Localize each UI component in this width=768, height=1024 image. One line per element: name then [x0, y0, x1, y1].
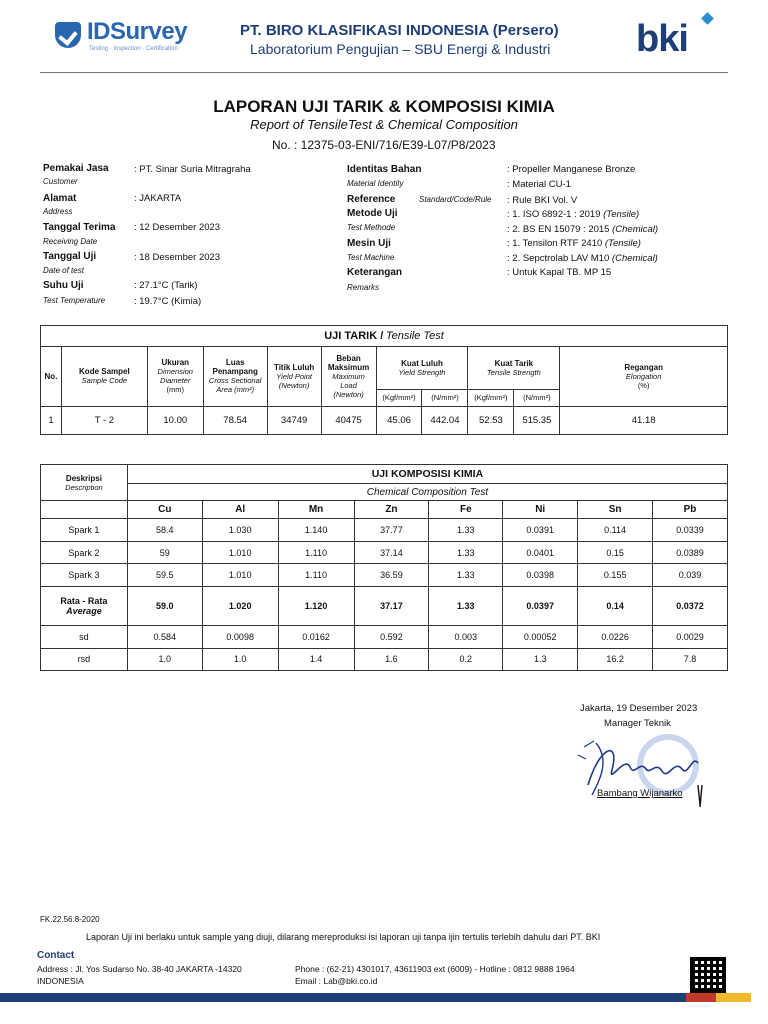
footer-bar-yellow	[716, 993, 751, 1002]
cell-value: 16.2	[578, 648, 653, 670]
cell-value: 0.0398	[503, 564, 578, 586]
row-label: Spark 1	[41, 519, 128, 541]
cell-value: 0.003	[429, 626, 503, 648]
cell-value: 1.0	[202, 648, 278, 670]
label-customer: Pemakai Jasa	[43, 163, 109, 174]
sign-name: Bambang Wijanarko	[597, 788, 683, 799]
table-row	[41, 564, 728, 586]
cell-value: 1.010	[202, 564, 278, 586]
company-name: PT. BIRO KLASIFIKASI INDONESIA (Persero)	[240, 22, 559, 39]
label-method: Metode Uji	[347, 208, 398, 219]
qr-code-icon	[690, 957, 726, 993]
element-pb: Pb	[653, 501, 728, 519]
report-number: No. : 12375-03-ENI/716/E39-L07/P8/2023	[272, 138, 496, 152]
idsurvey-logo: IDSurvey Testing · Inspection · Certification	[55, 18, 215, 58]
cell-value: 59.0	[127, 586, 202, 625]
cell-value: 1.3	[503, 648, 578, 670]
value-material: Propeller Manganese Bronze	[512, 164, 636, 175]
cell-value: 0.039	[653, 564, 728, 586]
col-sample-code: Kode Sampel Sample Code	[61, 346, 147, 406]
cell-value: 0.0397	[503, 586, 578, 625]
cell-value: 1.0	[127, 648, 202, 670]
cell-value: 1.4	[278, 648, 354, 670]
row-label: Rata - Rata Average	[41, 586, 128, 625]
row-label: Spark 3	[41, 564, 128, 586]
report-subtitle: Report of TensileTest & Chemical Composition	[250, 117, 518, 132]
value-remarks: Untuk Kapal TB. MP 15	[512, 267, 612, 278]
element-zn: Zn	[354, 501, 429, 519]
cell-value: 0.00052	[503, 626, 578, 648]
cell-value: 0.0162	[278, 626, 354, 648]
shield-check-icon	[55, 22, 81, 48]
cell-value: 37.14	[354, 541, 429, 563]
cell-value: 0.15	[578, 541, 653, 563]
element-header-row	[41, 501, 728, 519]
cell-value: 1.120	[278, 586, 354, 625]
element-ni: Ni	[503, 501, 578, 519]
table-row	[41, 648, 728, 670]
col-max-load: Beban Maksimum Maximum Load (Newton)	[321, 346, 376, 406]
col-tensile-strength: Kuat Tarik Tensile Strength	[468, 346, 560, 389]
value-temp-chemical: : 19.7°C (Kimia)	[134, 296, 202, 307]
tensile-title: UJI TARIK / Tensile Test	[41, 326, 728, 347]
cell-value: 59	[127, 541, 202, 563]
value-reference: Rule BKI Vol. V	[512, 195, 578, 206]
diamond-icon	[701, 12, 714, 25]
row-label: sd	[41, 626, 128, 648]
cell-value: 1.030	[202, 519, 278, 541]
cell-value: 0.14	[578, 586, 653, 625]
cell-value: 1.33	[429, 586, 503, 625]
label-reference: Reference	[347, 194, 396, 205]
col-description: Deskripsi Description	[41, 465, 128, 501]
cell-value: 1.110	[278, 541, 354, 563]
cell-value: 1.110	[278, 564, 354, 586]
contact-title: Contact	[37, 950, 75, 961]
label-remarks: Keterangan	[347, 267, 403, 278]
cell-value: 0.0391	[503, 519, 578, 541]
bki-logo: bki	[636, 14, 716, 60]
contact-country: INDONESIA	[37, 976, 84, 986]
cell-value: 0.0339	[653, 519, 728, 541]
report-title: LAPORAN UJI TARIK & KOMPOSISI KIMIA	[213, 97, 555, 116]
contact-phone: Phone : (62-21) 4301017, 43611903 ext (6009) - Hotline : 0812 9888 1964	[295, 964, 575, 974]
cell-value: 1.140	[278, 519, 354, 541]
col-elongation: Regangan Elongation (%)	[560, 346, 728, 406]
contact-email: Email : Lab@bki.co.id	[295, 976, 378, 986]
element-al: Al	[202, 501, 278, 519]
disclaimer: Laporan Uji ini berlaku untuk sample yang diuji, dilarang mereproduksi isi laporan uji tanpa ijin tertulis terlebih dahulu dari PT. BKI	[86, 932, 601, 942]
table-row: 1 T - 2 10.00 78.54 34749 40475 45.06 442.04 52.53 515.35 41.18	[41, 406, 728, 434]
value-customer: : PT. Sinar Suria Mitragraha	[134, 164, 251, 175]
footer-bar-navy	[0, 993, 686, 1002]
cell-value: 0.2	[429, 648, 503, 670]
cell-value: 0.0389	[653, 541, 728, 563]
label-receiving-date: Tanggal Terima	[43, 222, 116, 233]
element-cu: Cu	[127, 501, 202, 519]
row-label: rsd	[41, 648, 128, 670]
label-address: Alamat	[43, 193, 77, 204]
lab-name: Laboratorium Pengujian – SBU Energi & Industri	[250, 41, 551, 57]
cell-value: 1.33	[429, 564, 503, 586]
col-yield-point: Titik Luluh Yield Point (Newton)	[267, 346, 321, 406]
cell-value: 37.17	[354, 586, 429, 625]
table-row	[41, 586, 728, 625]
value-temp-tensile: : 27.1°C (Tarik)	[134, 280, 198, 291]
cell-value: 59.5	[127, 564, 202, 586]
cell-value: 0.584	[127, 626, 202, 648]
chemical-title: UJI KOMPOSISI KIMIA	[127, 465, 727, 484]
contact-address: Address : Jl. Yos Sudarso No. 38-40 JAKARTA -14320	[37, 964, 242, 974]
cell-value: 0.0401	[503, 541, 578, 563]
cell-value: 58.4	[127, 519, 202, 541]
cell-value: 0.114	[578, 519, 653, 541]
sign-position: Manager Teknik	[604, 718, 671, 729]
table-row	[41, 519, 728, 541]
form-code: FK.22.56.8-2020	[40, 915, 100, 924]
label-test-date: Tanggal Uji	[43, 251, 97, 262]
element-sn: Sn	[578, 501, 653, 519]
row-label: Spark 2	[41, 541, 128, 563]
cell-value: 0.0372	[653, 586, 728, 625]
cell-value: 0.0226	[578, 626, 653, 648]
chemical-table: Deskripsi Description UJI KOMPOSISI KIMIA Chemical Composition Test Cu Al Mn Zn Fe Ni Sn Pb Spark 1 58.4 1.030 1.140 37.77 1.33 0.0391 0.114 0.0339 Spark 2 59 1.010 1.110 37.14 1.33 0.0401 0.15 0.0389 Spark 3 59.5 1.010 1.110 36.59 1.33 0.0398 0.155 0.039 Rata - Rata Average 59.0 1.020 1.120 37.17 1.33 0.0397 0.14 0.0372 sd 0.584 0.0098 0.0162 0.592 0.003 0.00052 0.0226 0.0029 rsd 1.0 1.0 1.4 1.6 0.2 1.3 16.2 7.8	[40, 464, 728, 671]
cell-value: 1.33	[429, 541, 503, 563]
value-address: : JAKARTA	[134, 193, 182, 204]
label-test-temperature: Suhu Uji	[43, 280, 84, 291]
cell-value: 1.010	[202, 541, 278, 563]
cell-value: 0.0029	[653, 626, 728, 648]
col-area: Luas Penampang Cross Sectional Area (mm²)	[203, 346, 267, 406]
value-receiving-date: : 12 Desember 2023	[134, 222, 221, 233]
label-material: Identitas Bahan	[347, 164, 422, 175]
cell-value: 1.6	[354, 648, 429, 670]
cell-value: 36.59	[354, 564, 429, 586]
label-machine: Mesin Uji	[347, 238, 391, 249]
element-fe: Fe	[429, 501, 503, 519]
table-row	[41, 626, 728, 648]
element-mn: Mn	[278, 501, 354, 519]
sign-place-date: Jakarta, 19 Desember 2023	[580, 703, 698, 714]
tensile-table: UJI TARIK / Tensile Test No. Kode Sampel Sample Code Ukuran Dimension Diameter (mm) Luas Penampang Cross Sectional Area (mm²) Titik Luluh Yield Point (Newton) Beban Maksimum Maximum Load (Newton) Kuat Luluh Yield Strength Kuat Tarik Tensile Strength Regangan Elongation (%) (Kgf/mm²) (N/mm²) (Kgf/mm²) (N/mm²) 1 T - 2 10.00 78.54 34749 40475 45.06 442.04 52.53 515.35 41.18	[40, 325, 728, 435]
cell-value: 0.592	[354, 626, 429, 648]
value-test-date: : 18 Desember 2023	[134, 252, 221, 263]
value-material-code: Material CU-1	[512, 179, 571, 190]
cell-value: 7.8	[653, 648, 728, 670]
col-dimension: Ukuran Dimension Diameter (mm)	[147, 346, 203, 406]
cell-value: 1.020	[202, 586, 278, 625]
cell-value: 0.0098	[202, 626, 278, 648]
cell-value: 0.155	[578, 564, 653, 586]
header-divider	[40, 72, 728, 73]
footer-bar-red	[686, 993, 716, 1002]
col-yield-strength: Kuat Luluh Yield Strength	[376, 346, 468, 389]
cell-value: 1.33	[429, 519, 503, 541]
table-row	[41, 541, 728, 563]
cell-value: 37.77	[354, 519, 429, 541]
